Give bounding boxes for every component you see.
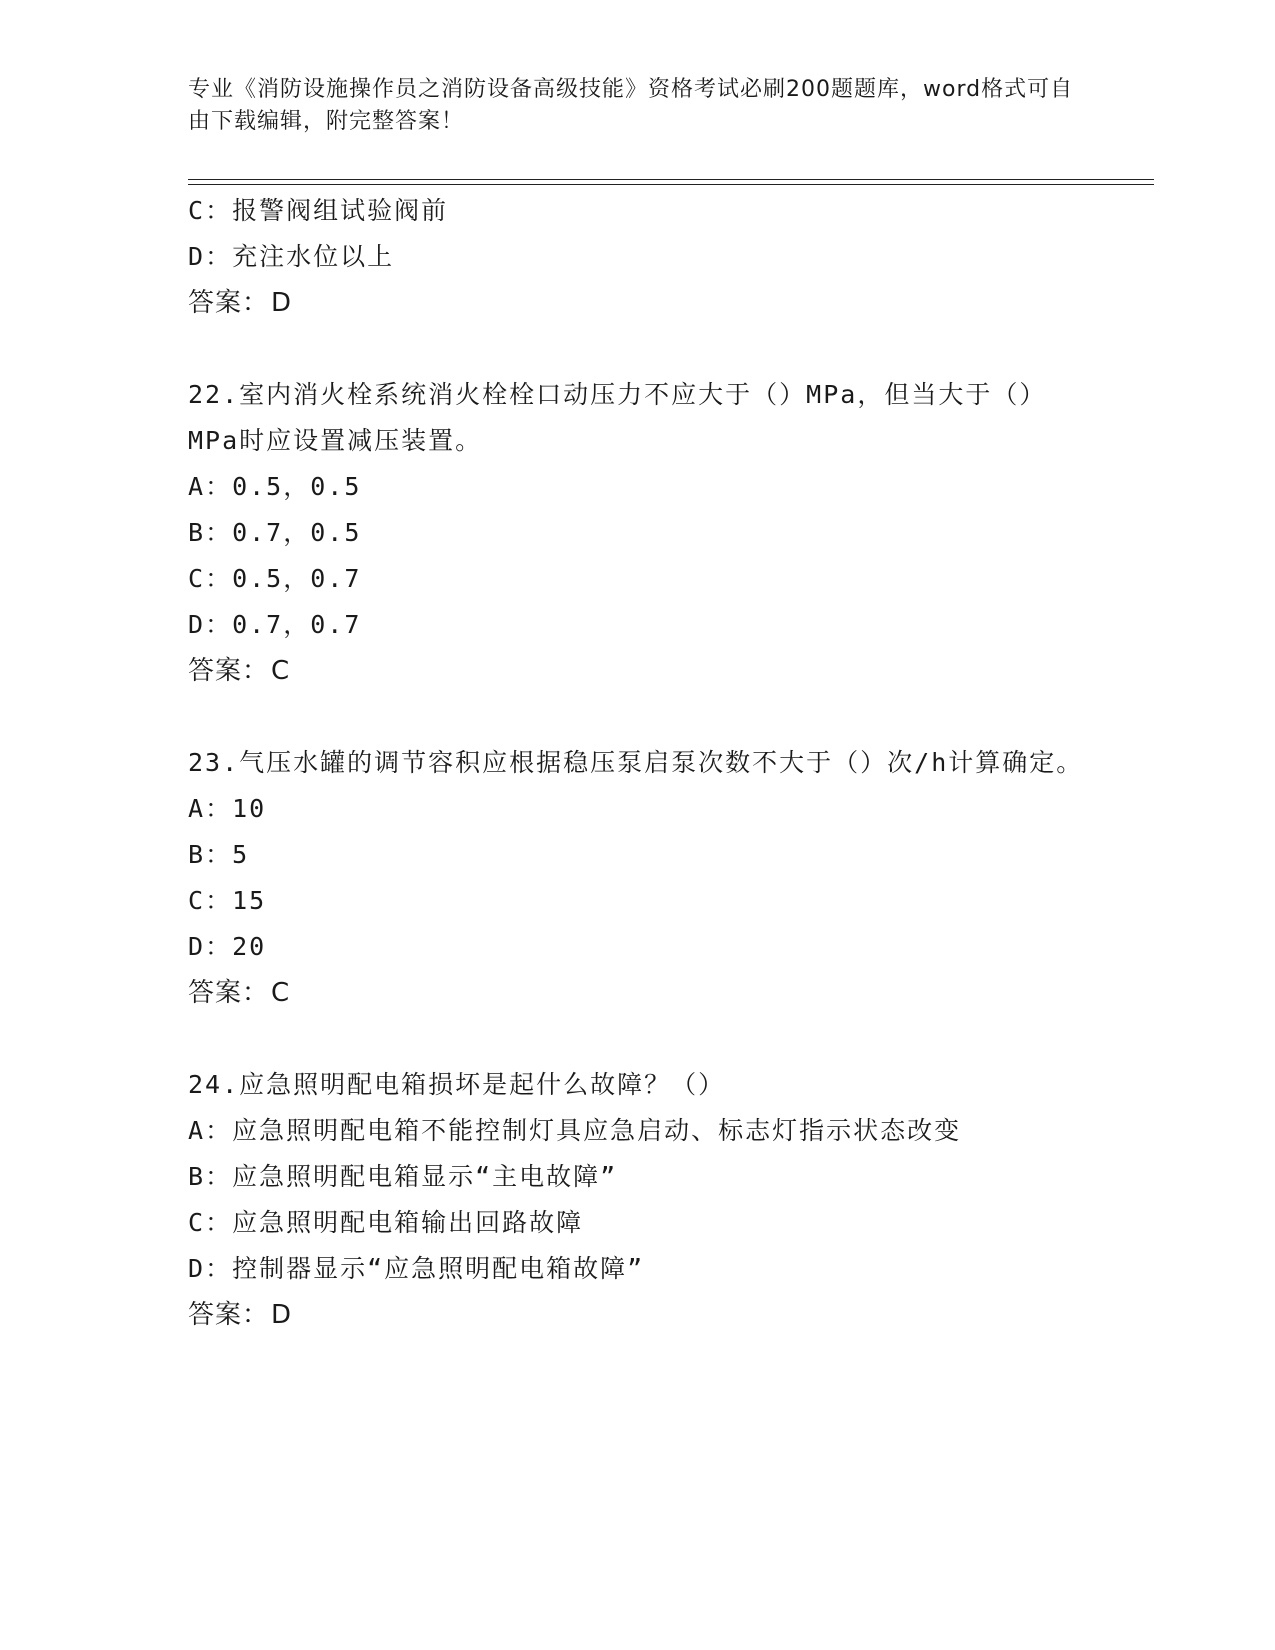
option-letter: B [188,1162,206,1191]
option-text: 5 [232,840,250,869]
option-text: 报警阀组试验阀前 [232,196,449,225]
option-letter: D [188,610,206,639]
document-header: 专业《消防设施操作员之消防设备高级技能》资格考试必刷200题题库，word格式可自由下载编辑，附完整答案！ [188,77,1074,134]
option-text: 15 [232,886,267,915]
option-text: 0.5，0.5 [232,472,362,501]
answer-line [188,970,1088,1016]
option-letter: B [188,840,206,869]
option-letter: C [188,564,206,593]
option-b: B：5 [188,840,250,869]
option-c: C：报警阀组试验阀前 [188,196,449,225]
option-a: A：0.5，0.5 [188,472,362,501]
option-letter: C [188,886,206,915]
question-list [188,188,1088,1338]
option-letter: A [188,794,206,823]
option-letter: D [188,932,206,961]
option-a: A：应急照明配电箱不能控制灯具应急启动、标志灯指示状态改变 [188,1116,962,1145]
option-text: 0.7，0.5 [232,518,362,547]
question-number: 22 [188,380,223,409]
option-text: 0.5，0.7 [232,564,362,593]
option-letter: A [188,472,206,501]
option-text: 应急照明配电箱输出回路故障 [232,1208,584,1237]
option-letter: D [188,242,206,271]
option-d: D：0.7，0.7 [188,610,362,639]
question-number: 23 [188,748,223,777]
option-letter: B [188,518,206,547]
question-stem: 24.应急照明配电箱损坏是起什么故障？（） [188,1070,726,1099]
header-rule-top [188,179,1154,180]
option-d: D：20 [188,932,267,961]
option-c: C：15 [188,886,267,915]
answer-label: 答案： [188,1300,270,1330]
answer-line [188,648,1088,694]
option-b: B：应急照明配电箱显示“主电故障” [188,1162,618,1191]
option-text: 10 [232,794,267,823]
answer-value: D [271,288,293,318]
option-letter: A [188,1116,206,1145]
question-stem: 22.室内消火栓系统消火栓栓口动压力不应大于（）MPa，但当大于（）MPa时应设置减压装置。 [188,380,1047,455]
answer-label: 答案： [188,978,270,1008]
question-text: 应急照明配电箱损坏是起什么故障？（） [239,1070,726,1099]
question-text: 室内消火栓系统消火栓栓口动压力不应大于（）MPa，但当大于（）MPa时应设置减压装置。 [188,380,1047,455]
option-letter: C [188,1208,206,1237]
question-22 [188,372,1088,694]
answer-value: C [271,656,291,686]
question-stem: 23.气压水罐的调节容积应根据稳压泵启泵次数不大于（）次/h计算确定。 [188,748,1084,777]
option-text: 应急照明配电箱不能控制灯具应急启动、标志灯指示状态改变 [232,1116,962,1145]
option-b: B：0.7，0.5 [188,518,362,547]
option-text: 控制器显示“应急照明配电箱故障” [232,1254,645,1283]
option-text: 充注水位以上 [232,242,395,271]
option-c: C：0.5，0.7 [188,564,362,593]
option-d: D：充注水位以上 [188,242,395,271]
answer-label: 答案： [188,288,270,318]
question-21-fragment [188,188,1088,326]
option-letter: C [188,196,206,225]
answer-line [188,1292,1088,1338]
question-text: 气压水罐的调节容积应根据稳压泵启泵次数不大于（）次/h计算确定。 [239,748,1084,777]
question-24 [188,1062,1088,1338]
answer-value: D [271,1300,293,1330]
answer-value: C [271,978,291,1008]
option-a: A：10 [188,794,267,823]
answer-label: 答案： [188,656,270,686]
header-rule-bottom [188,184,1154,185]
option-text: 20 [232,932,267,961]
option-letter: D [188,1254,206,1283]
option-c: C：应急照明配电箱输出回路故障 [188,1208,584,1237]
option-d: D：控制器显示“应急照明配电箱故障” [188,1254,645,1283]
question-23 [188,740,1088,1016]
option-text: 0.7，0.7 [232,610,362,639]
answer-line [188,280,1088,326]
option-text: 应急照明配电箱显示“主电故障” [232,1162,618,1191]
question-number: 24 [188,1070,223,1099]
